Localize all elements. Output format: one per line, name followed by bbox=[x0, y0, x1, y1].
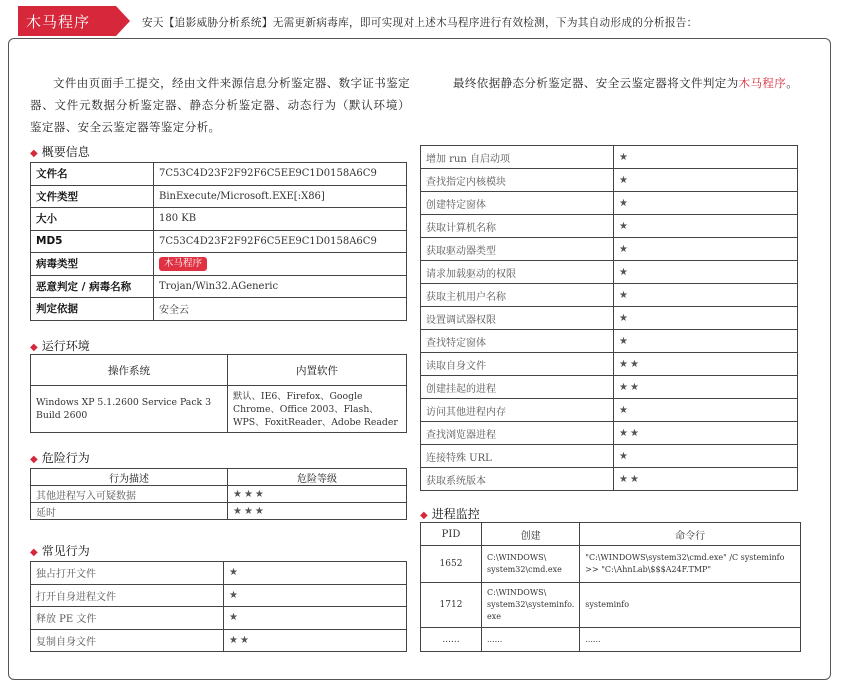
table-header-row bbox=[421, 523, 801, 546]
table-row bbox=[421, 284, 798, 307]
danger-level: ★ bbox=[614, 399, 798, 422]
behavior-desc: 增加 run 自启动项 bbox=[421, 146, 614, 169]
behavior-desc: 独占打开文件 bbox=[31, 562, 224, 585]
column-header-cmd: 命令行 bbox=[580, 523, 801, 546]
process-table bbox=[420, 522, 801, 652]
table-row bbox=[421, 353, 798, 376]
behavior-desc: 查找指定内核模块 bbox=[421, 169, 614, 192]
overview-table bbox=[30, 162, 407, 321]
overview-key: 大小 bbox=[31, 208, 154, 231]
table-row bbox=[31, 629, 407, 652]
cmd-cell: ...... bbox=[580, 628, 801, 652]
report-tag bbox=[18, 6, 130, 36]
overview-value: 7C53C4D23F2F92F6C5EE9C1D0158A6C9 bbox=[154, 163, 407, 186]
intro-right-suffix: 。 bbox=[786, 76, 799, 90]
diamond-icon: ◆ bbox=[30, 547, 38, 558]
overview-key: 文件名 bbox=[31, 163, 154, 186]
table-row bbox=[31, 562, 407, 585]
table-row bbox=[421, 583, 801, 628]
danger-level: ★ bbox=[614, 445, 798, 468]
create-cell: C:\WINDOWS\ system32\systeminfo. exe bbox=[482, 583, 580, 628]
table-row bbox=[31, 503, 407, 520]
behavior-desc: 获取系统版本 bbox=[421, 468, 614, 491]
overview-value: 180 KB bbox=[154, 208, 407, 231]
table-row bbox=[421, 261, 798, 284]
danger-level: ★ bbox=[614, 307, 798, 330]
danger-level: ★ bbox=[224, 607, 407, 630]
behavior-desc: 创建挂起的进程 bbox=[421, 376, 614, 399]
danger-level: ★ bbox=[614, 192, 798, 215]
common-heading bbox=[30, 542, 90, 559]
column-header-pid: PID bbox=[421, 523, 482, 546]
overview-key: 病毒类型 bbox=[31, 253, 154, 276]
table-row bbox=[31, 298, 407, 321]
column-header-create: 创建 bbox=[482, 523, 580, 546]
overview-key: MD5 bbox=[31, 230, 154, 253]
danger-level: ★★ bbox=[614, 353, 798, 376]
intro-right bbox=[430, 72, 810, 94]
table-row bbox=[31, 253, 407, 276]
common-heading-text: 常见行为 bbox=[41, 544, 90, 558]
behavior-desc: 访问其他进程内存 bbox=[421, 399, 614, 422]
table-row bbox=[31, 386, 407, 433]
danger-level: ★★★ bbox=[228, 503, 407, 520]
table-header-row bbox=[31, 355, 407, 386]
behavior-desc: 其他进程写入可疑数据 bbox=[31, 486, 228, 503]
report-title: 木马程序 bbox=[26, 13, 91, 31]
table-header-row bbox=[31, 469, 407, 486]
behavior-desc: 请求加载驱动的权限 bbox=[421, 261, 614, 284]
behavior-desc: 获取驱动器类型 bbox=[421, 238, 614, 261]
virus-type-badge: 木马程序 bbox=[159, 257, 207, 271]
danger-level: ★★ bbox=[614, 422, 798, 445]
table-row bbox=[31, 185, 407, 208]
create-cell: C:\WINDOWS\ system32\cmd.exe bbox=[482, 546, 580, 583]
table-row bbox=[421, 422, 798, 445]
table-row bbox=[31, 486, 407, 503]
danger-level: ★★ bbox=[614, 468, 798, 491]
table-row bbox=[421, 399, 798, 422]
table-row bbox=[31, 607, 407, 630]
table-row bbox=[421, 546, 801, 583]
create-cell: ...... bbox=[482, 628, 580, 652]
table-row bbox=[421, 307, 798, 330]
behavior-desc: 读取自身文件 bbox=[421, 353, 614, 376]
column-header-software: 内置软件 bbox=[228, 355, 407, 386]
os-value: Windows XP 5.1.2600 Service Pack 3 Build 2600 bbox=[31, 386, 228, 433]
danger-level: ★★ bbox=[224, 629, 407, 652]
column-header-level: 危险等级 bbox=[228, 469, 407, 486]
danger-level: ★ bbox=[614, 146, 798, 169]
danger-level: ★ bbox=[614, 169, 798, 192]
table-row bbox=[421, 146, 798, 169]
overview-key: 判定依据 bbox=[31, 298, 154, 321]
table-row bbox=[421, 169, 798, 192]
danger-heading-text: 危险行为 bbox=[41, 451, 90, 465]
table-row bbox=[31, 163, 407, 186]
process-heading-text: 进程监控 bbox=[431, 507, 480, 521]
behavior-desc: 连接特殊 URL bbox=[421, 445, 614, 468]
behavior-desc: 创建特定窗体 bbox=[421, 192, 614, 215]
table-row bbox=[421, 192, 798, 215]
verdict-highlight: 木马程序 bbox=[738, 76, 787, 90]
table-row bbox=[421, 330, 798, 353]
intro-left: 文件由页面手工提交，经由文件来源信息分析鉴定器、数字证书鉴定器、文件元数据分析鉴定器、静态分析鉴定器、动态行为（默认环境）鉴定器、安全云鉴定器等鉴定分析。 bbox=[30, 76, 410, 134]
danger-level: ★ bbox=[224, 584, 407, 607]
column-header-desc: 行为描述 bbox=[31, 469, 228, 486]
cmd-cell: "C:\WINDOWS\system32\cmd.exe" /C systeminfo >> "C:\AhnLab\$$$A24F.TMP" bbox=[580, 546, 801, 583]
behaviors-table bbox=[420, 145, 798, 491]
header-description: 安天【追影威胁分析系统】无需更新病毒库，即可实现对上述木马程序进行有效检测，下为其自动形成的分析报告： bbox=[142, 17, 698, 29]
diamond-icon: ◆ bbox=[30, 454, 38, 465]
diamond-icon: ◆ bbox=[420, 510, 428, 521]
behavior-desc: 延时 bbox=[31, 503, 228, 520]
overview-value: Trojan/Win32.AGeneric bbox=[154, 275, 407, 298]
overview-value: 安全云 bbox=[154, 298, 407, 321]
table-row bbox=[31, 584, 407, 607]
danger-level: ★ bbox=[614, 330, 798, 353]
behavior-desc: 查找特定窗体 bbox=[421, 330, 614, 353]
table-row bbox=[421, 376, 798, 399]
diamond-icon: ◆ bbox=[30, 148, 38, 159]
cmd-cell: systeminfo bbox=[580, 583, 801, 628]
overview-heading-text: 概要信息 bbox=[41, 145, 90, 159]
pid-cell: 1652 bbox=[421, 546, 482, 583]
software-value: 默认、IE6、Firefox、Google Chrome、Office 2003、Flash、WPS、FoxitReader、Adobe Reader bbox=[228, 386, 407, 433]
danger-level: ★★ bbox=[614, 376, 798, 399]
danger-level: ★ bbox=[224, 562, 407, 585]
table-row bbox=[31, 230, 407, 253]
pid-cell: 1712 bbox=[421, 583, 482, 628]
environment-heading-text: 运行环境 bbox=[41, 339, 90, 353]
behavior-desc: 获取主机用户名称 bbox=[421, 284, 614, 307]
table-row bbox=[421, 215, 798, 238]
danger-heading bbox=[30, 449, 90, 466]
column-header-os: 操作系统 bbox=[31, 355, 228, 386]
danger-level: ★ bbox=[614, 261, 798, 284]
pid-cell: ...... bbox=[421, 628, 482, 652]
behavior-desc: 设置调试器权限 bbox=[421, 307, 614, 330]
table-row bbox=[421, 468, 798, 491]
environment-heading bbox=[30, 337, 90, 354]
process-heading bbox=[420, 505, 480, 522]
danger-level: ★ bbox=[614, 238, 798, 261]
table-row bbox=[31, 275, 407, 298]
table-row bbox=[421, 628, 801, 652]
behavior-desc: 获取计算机名称 bbox=[421, 215, 614, 238]
common-table bbox=[30, 561, 407, 652]
table-row bbox=[31, 208, 407, 231]
danger-level: ★★★ bbox=[228, 486, 407, 503]
environment-table bbox=[30, 354, 407, 433]
table-row bbox=[421, 238, 798, 261]
overview-value: BinExecute/Microsoft.EXE[:X86] bbox=[154, 185, 407, 208]
danger-table bbox=[30, 468, 407, 520]
diamond-icon: ◆ bbox=[30, 342, 38, 353]
behavior-desc: 复制自身文件 bbox=[31, 629, 224, 652]
danger-level: ★ bbox=[614, 215, 798, 238]
overview-value: 7C53C4D23F2F92F6C5EE9C1D0158A6C9 bbox=[154, 230, 407, 253]
intro-right-prefix: 最终依据静态分析鉴定器、安全云鉴定器将文件判定为 bbox=[453, 76, 739, 90]
overview-key: 文件类型 bbox=[31, 185, 154, 208]
overview-heading bbox=[30, 143, 90, 160]
overview-key: 恶意判定 / 病毒名称 bbox=[31, 275, 154, 298]
overview-value bbox=[154, 253, 407, 276]
behavior-desc: 查找浏览器进程 bbox=[421, 422, 614, 445]
behavior-desc: 打开自身进程文件 bbox=[31, 584, 224, 607]
behavior-desc: 释放 PE 文件 bbox=[31, 607, 224, 630]
danger-level: ★ bbox=[614, 284, 798, 307]
table-row bbox=[421, 445, 798, 468]
